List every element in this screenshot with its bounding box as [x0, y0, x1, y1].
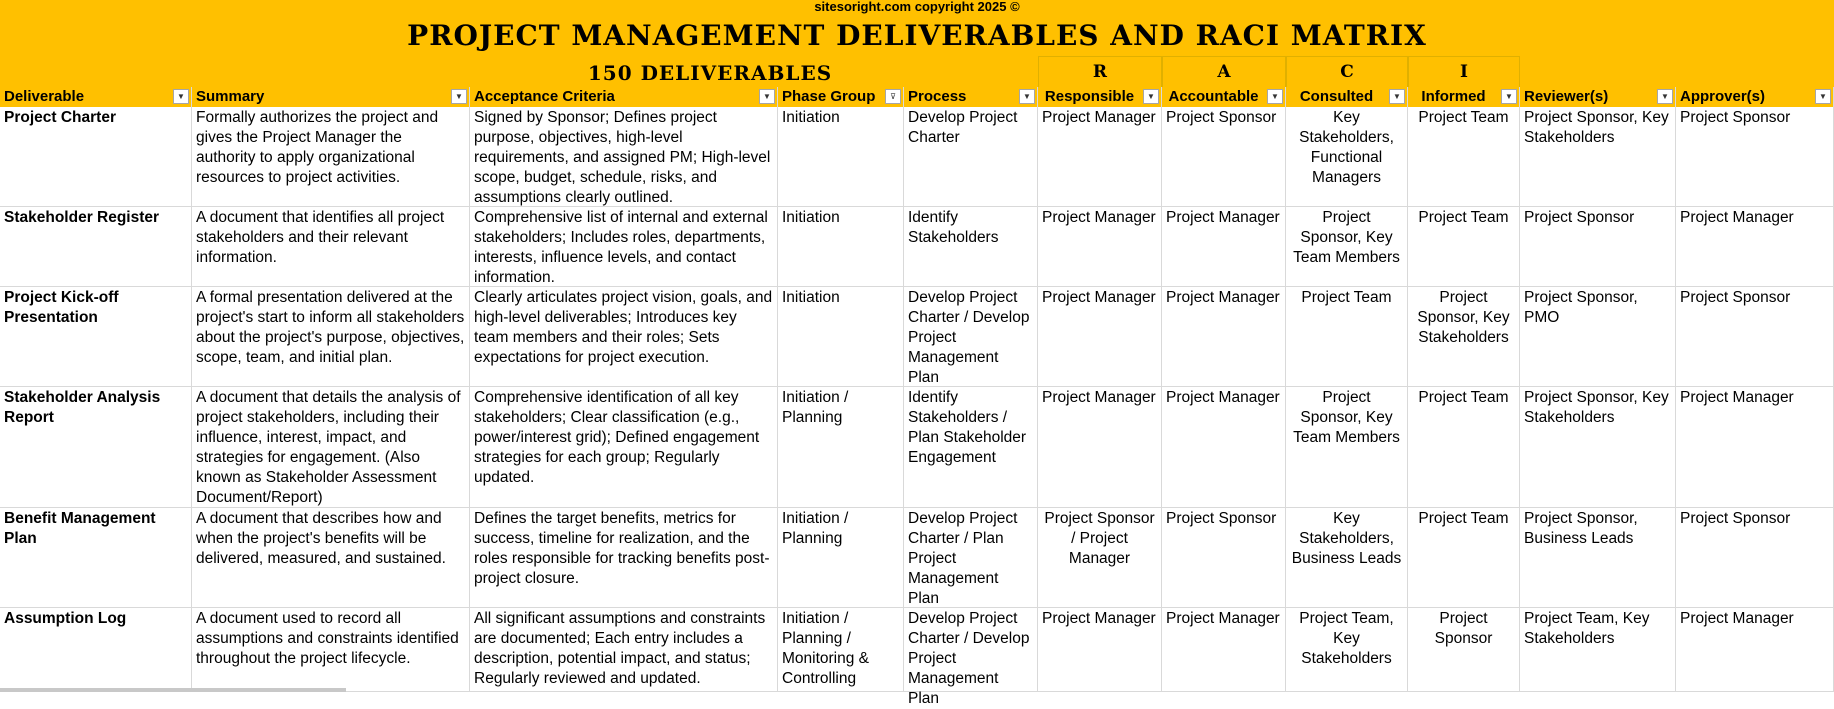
consulted-cell[interactable]: Project Team, Key Stakeholders — [1286, 608, 1408, 691]
summary-cell[interactable]: A document that describes how and when the project's benefits will be delivered, measured, and sustained. — [192, 508, 470, 607]
consulted-cell[interactable]: Key Stakeholders, Functional Managers — [1286, 107, 1408, 206]
phase-cell[interactable]: Initiation / Planning — [778, 508, 904, 607]
responsible-cell[interactable]: Project Manager — [1038, 107, 1162, 206]
process-cell[interactable]: Identify Stakeholders — [904, 207, 1038, 286]
reviewers-cell[interactable]: Project Sponsor — [1520, 207, 1676, 286]
dropdown-arrow-icon[interactable]: ▼ — [451, 89, 467, 104]
phase-cell[interactable]: Initiation — [778, 207, 904, 286]
dropdown-arrow-icon[interactable]: ▼ — [173, 89, 189, 104]
informed-cell[interactable]: Project Team — [1408, 387, 1520, 507]
column-header-deliverable[interactable]: Deliverable ▼ — [0, 87, 192, 107]
table-row[interactable] — [0, 107, 1834, 207]
dropdown-arrow-icon[interactable]: ▼ — [759, 89, 775, 104]
dropdown-arrow-icon[interactable]: ▼ — [1389, 89, 1405, 104]
dropdown-arrow-icon[interactable]: ▼ — [1019, 89, 1035, 104]
filter-sort-icon[interactable]: ⊽ — [885, 89, 901, 104]
informed-cell[interactable]: Project Sponsor — [1408, 608, 1520, 691]
deliverables-count: 150 DELIVERABLES — [587, 61, 833, 85]
informed-cell[interactable]: Project Sponsor, Key Stakeholders — [1408, 287, 1520, 386]
deliverable-cell[interactable]: Assumption Log — [0, 608, 192, 691]
column-header-acceptance-criteria[interactable]: Acceptance Criteria ▼ — [470, 87, 778, 107]
reviewers-cell[interactable]: Project Sponsor, Business Leads — [1520, 508, 1676, 607]
column-header-accountable[interactable]: Accountable ▼ — [1162, 87, 1286, 107]
dropdown-arrow-icon[interactable]: ▼ — [1501, 89, 1517, 104]
column-header-reviewers[interactable]: Reviewer(s) ▼ — [1520, 87, 1676, 107]
raci-letter-r: R — [1038, 56, 1162, 87]
summary-cell[interactable]: A document used to record all assumptions and constraints identified throughout the project lifecycle. — [192, 608, 470, 691]
deliverable-cell[interactable]: Stakeholder Register — [0, 207, 192, 286]
approvers-cell[interactable]: Project Manager — [1676, 387, 1834, 507]
column-header-phase-group[interactable]: Phase Group ⊽ — [778, 87, 904, 107]
acceptance-cell[interactable]: Comprehensive identification of all key stakeholders; Clear classification (e.g., power/interest grid); Defined engagement strategies for each group; Regularly updated. — [470, 387, 778, 507]
responsible-cell[interactable]: Project Sponsor / Project Manager — [1038, 508, 1162, 607]
summary-cell[interactable]: A document that details the analysis of project stakeholders, including their influence, interest, impact, and strategies for engagement. (Also known as Stakeholder Assessment Document/Report) — [192, 387, 470, 507]
deliverable-cell[interactable]: Stakeholder Analysis Report — [0, 387, 192, 507]
accountable-cell[interactable]: Project Manager — [1162, 608, 1286, 691]
process-cell[interactable]: Identify Stakeholders / Plan Stakeholder Engagement — [904, 387, 1038, 507]
summary-cell[interactable]: Formally authorizes the project and gives the Project Manager the authority to apply organizational resources to project activities. — [192, 107, 470, 206]
deliverable-cell[interactable]: Benefit Management Plan — [0, 508, 192, 607]
phase-cell[interactable]: Initiation — [778, 287, 904, 386]
page-title: PROJECT MANAGEMENT DELIVERABLES AND RACI MATRIX — [407, 19, 1427, 52]
table-row[interactable] — [0, 207, 1834, 287]
dropdown-arrow-icon[interactable]: ▼ — [1267, 89, 1283, 104]
responsible-cell[interactable]: Project Manager — [1038, 287, 1162, 386]
informed-cell[interactable]: Project Team — [1408, 107, 1520, 206]
copyright-text: sitesoright.com copyright 2025 © — [814, 0, 1020, 14]
accountable-cell[interactable]: Project Manager — [1162, 287, 1286, 386]
accountable-cell[interactable]: Project Manager — [1162, 387, 1286, 507]
acceptance-cell[interactable]: Signed by Sponsor; Defines project purpose, objectives, high-level requirements, and assigned PM; High-level scope, budget, schedule, risks, and assumptions clearly outlined. — [470, 107, 778, 206]
responsible-cell[interactable]: Project Manager — [1038, 207, 1162, 286]
deliverable-cell[interactable]: Project Charter — [0, 107, 192, 206]
phase-cell[interactable]: Initiation / Planning — [778, 387, 904, 507]
column-header-responsible[interactable]: Responsible ▼ — [1038, 87, 1162, 107]
approvers-cell[interactable]: Project Manager — [1676, 207, 1834, 286]
reviewers-cell[interactable]: Project Sponsor, Key Stakeholders — [1520, 387, 1676, 507]
process-cell[interactable]: Develop Project Charter / Develop Project Management Plan — [904, 287, 1038, 386]
column-header-consulted[interactable]: Consulted ▼ — [1286, 87, 1408, 107]
process-cell[interactable]: Develop Project Charter / Plan Project Management Plan — [904, 508, 1038, 607]
phase-cell[interactable]: Initiation / Planning / Monitoring & Controlling — [778, 608, 904, 691]
consulted-cell[interactable]: Project Team — [1286, 287, 1408, 386]
reviewers-cell[interactable]: Project Sponsor, PMO — [1520, 287, 1676, 386]
raci-letter-i: I — [1408, 56, 1520, 87]
table-row[interactable] — [0, 287, 1834, 387]
horizontal-scrollbar[interactable] — [0, 688, 346, 692]
column-header-approvers[interactable]: Approver(s) ▼ — [1676, 87, 1834, 107]
approvers-cell[interactable]: Project Sponsor — [1676, 508, 1834, 607]
consulted-cell[interactable]: Project Sponsor, Key Team Members — [1286, 387, 1408, 507]
acceptance-cell[interactable]: Comprehensive list of internal and external stakeholders; Includes roles, departments, interests, influence levels, and contact information. — [470, 207, 778, 286]
table-row[interactable] — [0, 508, 1834, 608]
table-row[interactable] — [0, 608, 1834, 707]
dropdown-arrow-icon[interactable]: ▼ — [1143, 89, 1159, 104]
accountable-cell[interactable]: Project Sponsor — [1162, 508, 1286, 607]
accountable-cell[interactable]: Project Sponsor — [1162, 107, 1286, 206]
informed-cell[interactable]: Project Team — [1408, 508, 1520, 607]
dropdown-arrow-icon[interactable]: ▼ — [1815, 89, 1831, 104]
summary-cell[interactable]: A formal presentation delivered at the project's start to inform all stakeholders about the project's purpose, objectives, scope, team, and initial plan. — [192, 287, 470, 386]
responsible-cell[interactable]: Project Manager — [1038, 608, 1162, 691]
phase-cell[interactable]: Initiation — [778, 107, 904, 206]
approvers-cell[interactable]: Project Sponsor — [1676, 287, 1834, 386]
raci-letter-c: C — [1286, 56, 1408, 87]
raci-letter-a: A — [1162, 56, 1286, 87]
reviewers-cell[interactable]: Project Sponsor, Key Stakeholders — [1520, 107, 1676, 206]
column-header-informed[interactable]: Informed ▼ — [1408, 87, 1520, 107]
acceptance-cell[interactable]: Defines the target benefits, metrics for success, timeline for realization, and the roles responsible for tracking benefits post-project closure. — [470, 508, 778, 607]
reviewers-cell[interactable]: Project Team, Key Stakeholders — [1520, 608, 1676, 691]
informed-cell[interactable]: Project Team — [1408, 207, 1520, 286]
summary-cell[interactable]: A document that identifies all project stakeholders and their relevant information. — [192, 207, 470, 286]
process-cell[interactable]: Develop Project Charter / Develop Project Management Plan — [904, 608, 1038, 691]
responsible-cell[interactable]: Project Manager — [1038, 387, 1162, 507]
column-header-process[interactable]: Process ▼ — [904, 87, 1038, 107]
approvers-cell[interactable]: Project Sponsor — [1676, 107, 1834, 206]
table-row[interactable] — [0, 387, 1834, 508]
column-header-row — [0, 87, 1834, 107]
consulted-cell[interactable]: Project Sponsor, Key Team Members — [1286, 207, 1408, 286]
consulted-cell[interactable]: Key Stakeholders, Business Leads — [1286, 508, 1408, 607]
acceptance-cell[interactable]: Clearly articulates project vision, goals, and high-level deliverables; Introduces key team members and their roles; Sets expectations for project execution. — [470, 287, 778, 386]
acceptance-cell[interactable]: All significant assumptions and constraints are documented; Each entry includes a description, potential impact, and status; Regularly reviewed and updated. — [470, 608, 778, 691]
approvers-cell[interactable]: Project Manager — [1676, 608, 1834, 691]
accountable-cell[interactable]: Project Manager — [1162, 207, 1286, 286]
process-cell[interactable]: Develop Project Charter — [904, 107, 1038, 206]
dropdown-arrow-icon[interactable]: ▼ — [1657, 89, 1673, 104]
deliverable-cell[interactable]: Project Kick-off Presentation — [0, 287, 192, 386]
column-header-summary[interactable]: Summary ▼ — [192, 87, 470, 107]
